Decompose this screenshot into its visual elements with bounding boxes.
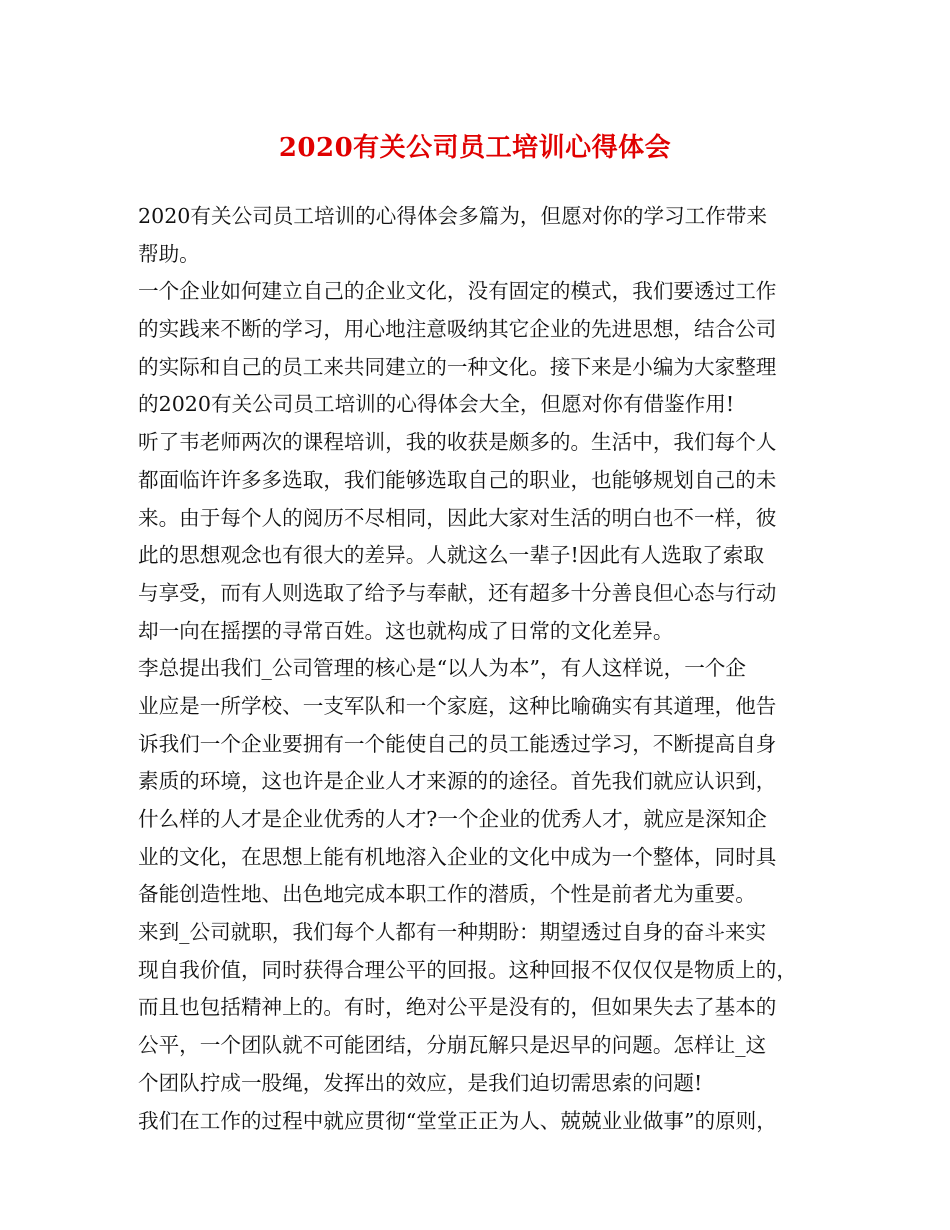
body-line: 诉我们一个企业要拥有一个能使自己的员工能透过学习，不断提高自身	[138, 731, 777, 756]
body-line: 来。由于每个人的阅历不尽相同，因此大家对生活的明白也不一样，彼	[138, 505, 777, 530]
body-line: 来到_公司就职，我们每个人都有一种期盼：期望透过自身的奋斗来实	[138, 920, 767, 945]
body-line: 此的思想观念也有很大的差异。人就这么一辈子!因此有人选取了索取	[138, 543, 765, 568]
body-line: 业应是一所学校、一支军队和一个家庭，这种比喻确实有其道理，他告	[138, 693, 777, 718]
body-line: 的实际和自己的员工来共同建立的一种文化。接下来是小编为大家整理	[138, 354, 777, 379]
body-line: 都面临许许多多选取，我们能够选取自己的职业，也能够规划自己的未	[138, 467, 777, 492]
body-line: 个团队拧成一股绳，发挥出的效应，是我们迫切需思索的问题!	[138, 1070, 703, 1095]
body-line: 业的文化，在思想上能有机地溶入企业的文化中成为一个整体，同时具	[138, 844, 777, 869]
body-line: 公平，一个团队就不可能团结，分崩瓦解只是迟早的问题。怎样让_这	[138, 1033, 767, 1058]
body-line: 备能创造性地、出色地完成本职工作的潜质，个性是前者尤为重要。	[138, 882, 756, 907]
body-line: 的2020有关公司员工培训的心得体会大全，但愿对你有借鉴作用!	[138, 392, 735, 417]
document-title: 2020有关公司员工培训心得体会	[278, 133, 672, 163]
document-body	[138, 198, 818, 1140]
body-line: 与享受，而有人则选取了给予与奉献，还有超多十分善良但心态与行动	[138, 580, 777, 605]
body-line: 而且也包括精神上的。有时，绝对公平是没有的，但如果失去了基本的	[138, 995, 777, 1020]
body-line: 现自我价值，同时获得合理公平的回报。这种回报不仅仅仅是物质上的，	[138, 957, 797, 982]
body-line: 李总提出我们_公司管理的核心是“以人为本”，有人这样说，一个企	[138, 656, 746, 681]
body-line: 我们在工作的过程中就应贯彻“堂堂正正为人、兢兢业业做事”的原则，	[138, 1108, 777, 1133]
body-line: 却一向在摇摆的寻常百姓。这也就构成了日常的文化差异。	[138, 618, 674, 643]
body-line: 听了韦老师两次的课程培训，我的收获是颇多的。生活中，我们每个人	[138, 430, 777, 455]
body-line: 的实践来不断的学习，用心地注意吸纳其它企业的先进思想，结合公司	[138, 317, 777, 342]
body-line: 什么样的人才是企业优秀的人才?一个企业的优秀人才，就应是深知企	[138, 807, 767, 831]
body-line: 帮助。	[138, 241, 200, 266]
body-line: 素质的环境，这也许是企业人才来源的的途径。首先我们就应认识到，	[138, 769, 777, 794]
body-line: 2020有关公司员工培训的心得体会多篇为，但愿对你的学习工作带来	[138, 204, 768, 228]
body-line: 一个企业如何建立自己的企业文化，没有固定的模式，我们要透过工作	[138, 279, 777, 304]
